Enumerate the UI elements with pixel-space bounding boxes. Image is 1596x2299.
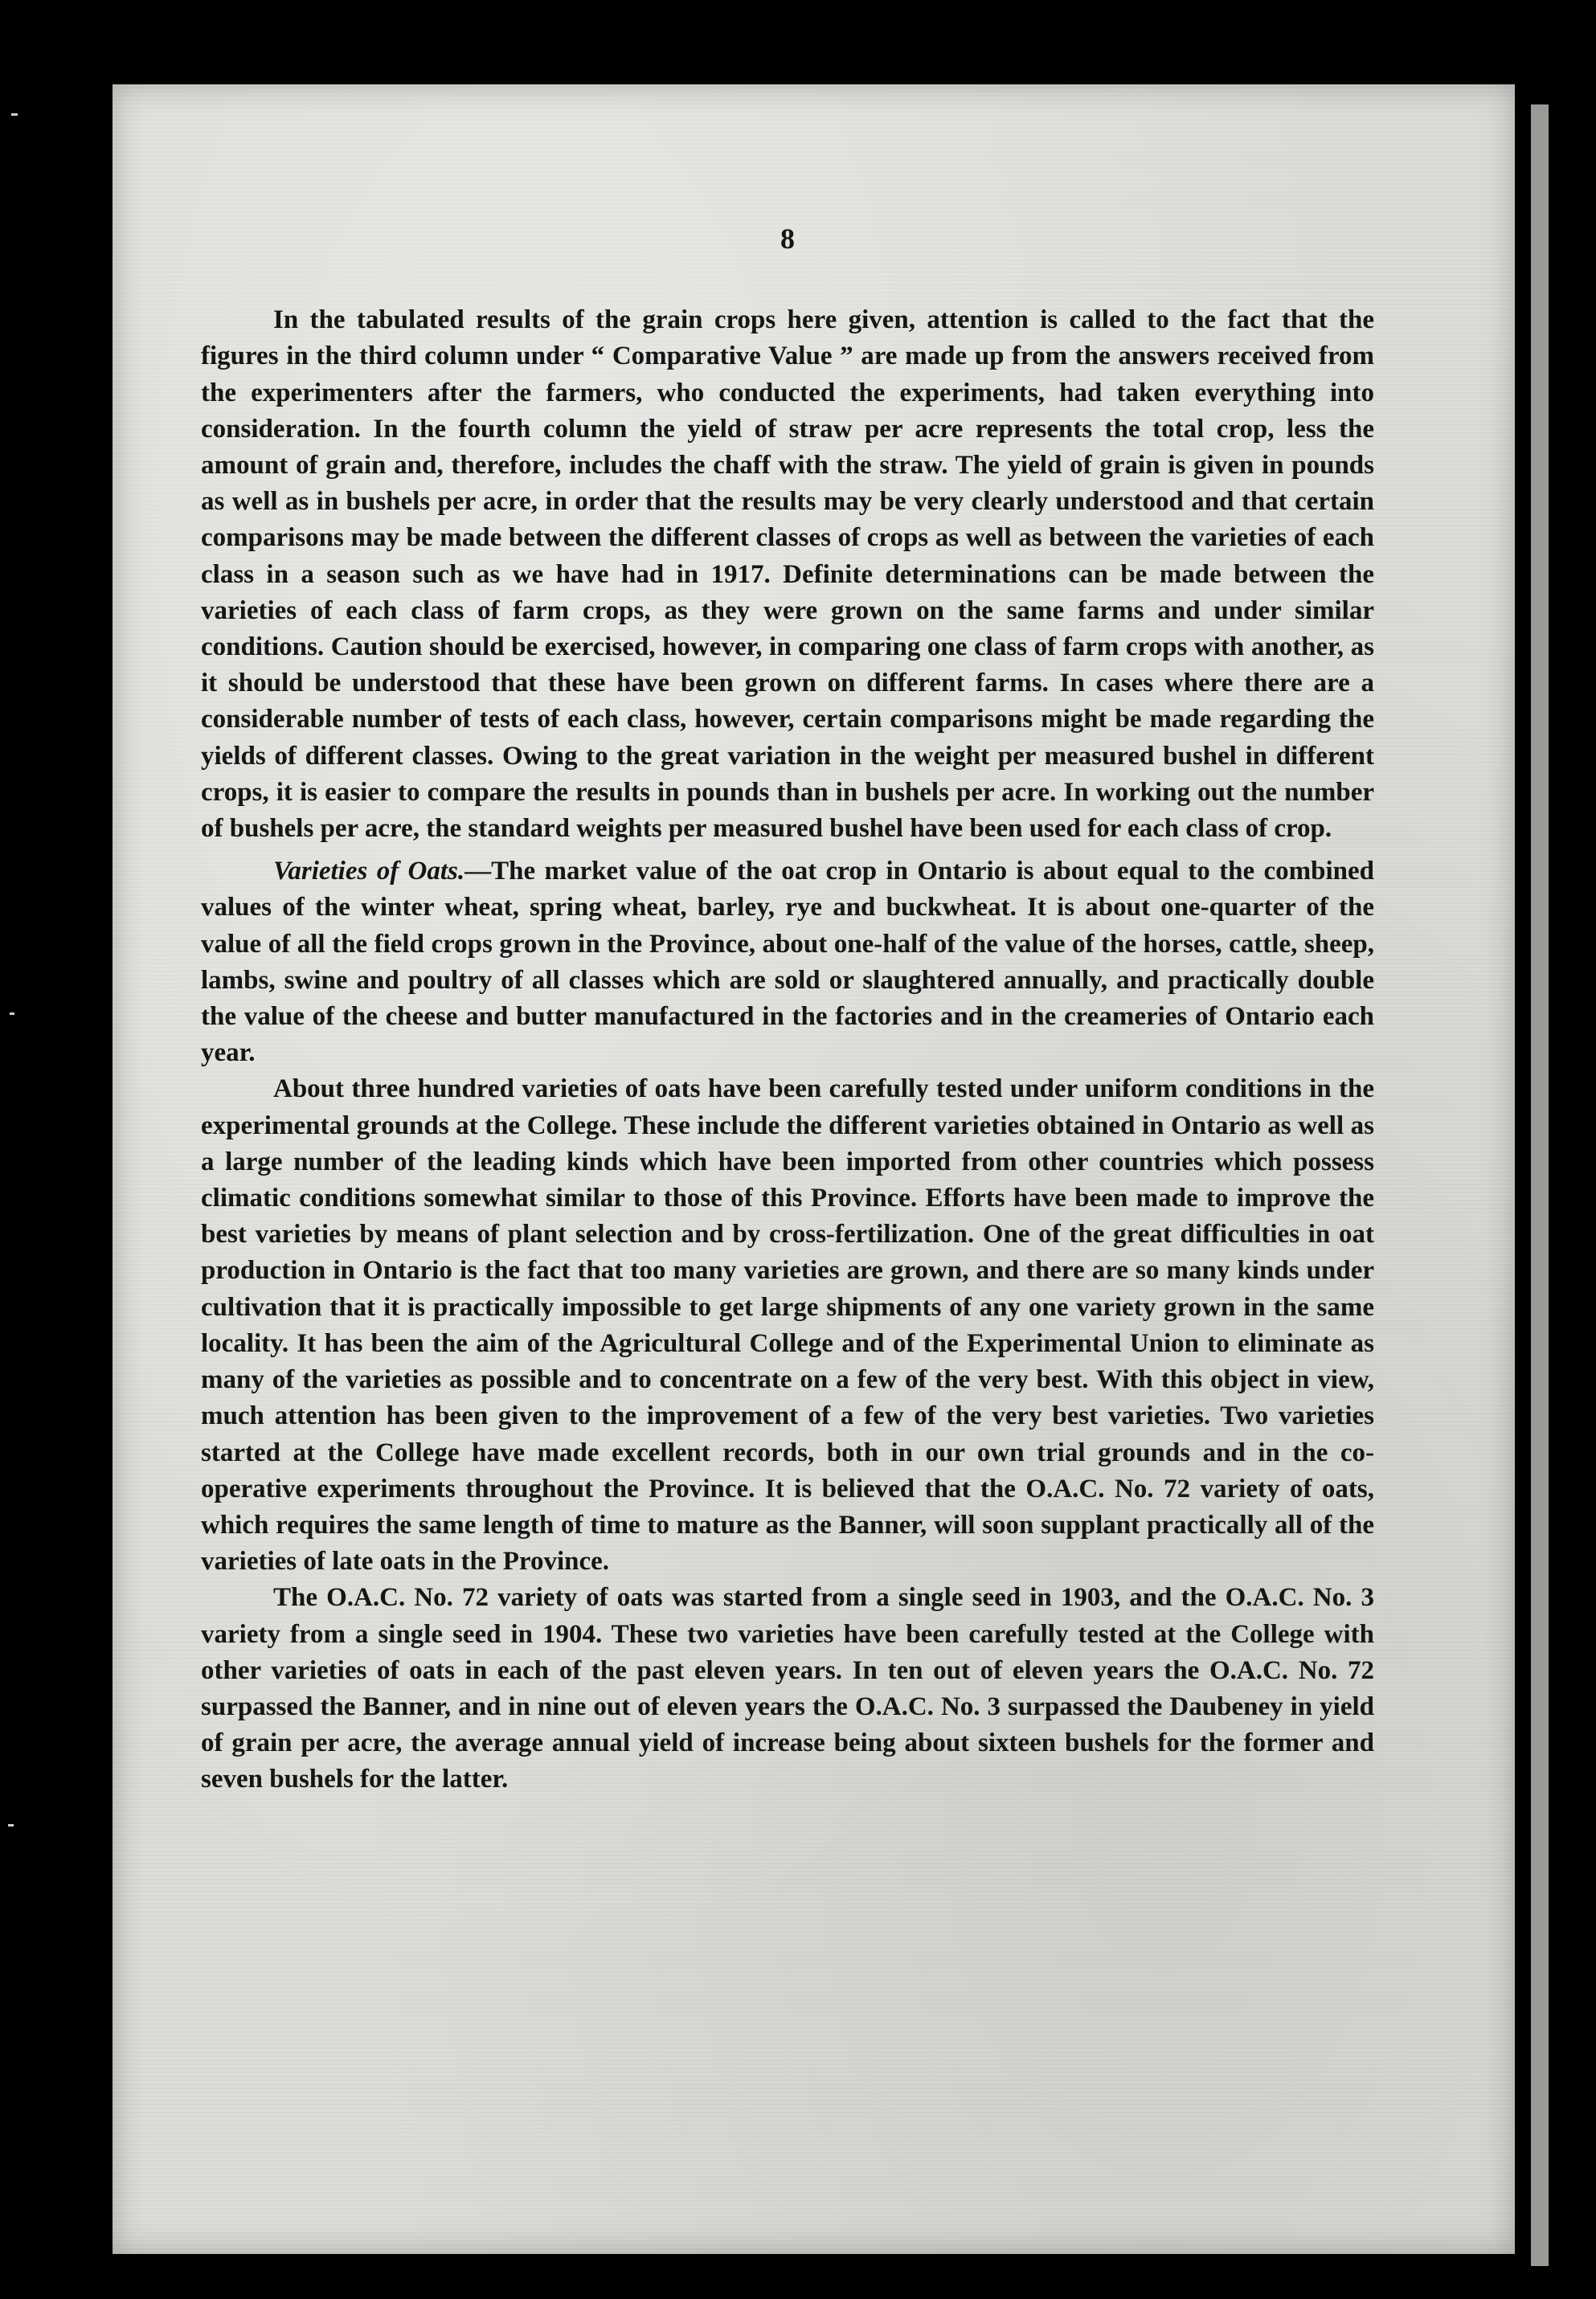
scan-speck: [11, 113, 18, 116]
page-number: 8: [780, 223, 795, 255]
page-text: [201, 221, 1374, 1798]
scan-speck: [8, 1824, 14, 1827]
paragraph-oac-72: The O.A.C. No. 72 variety of oats was started from a single seed in 1903, and the O.A.C. No. 3 variety from a single seed in 1904. These two varieties have been carefully tested at the College with other varieties of oats in each of the past eleven years. In ten out of eleven years the O.A.C. No. 72 surpassed the Banner, and in nine out of eleven years the O.A.C. No. 3 surpassed the Daubeney in yield of grain per acre, the average annual yield of increase being about sixteen bushels for the former and seven bushels for the latter.: [201, 1583, 1374, 1794]
paragraph-three-hundred-varieties: About three hundred varieties of oats have been carefully tested under uniform conditions in the experimental grounds at the College. These include the different varieties obtained in Ontario as well as a large number of the leading kinds which have been imported from other countries which possess climatic conditions somewhat similar to those of this Province. Efforts have been made to improve the best varieties by means of plant selection and by cross-fertilization. One of the great difficulties in oat production in Ontario is the fact that too many varieties are grown, and there are so many kinds under cultivation that it is practically impossible to get large shipments of any one variety grown in the same locality. It has been the aim of the Agricultural College and of the Experimental Union to eliminate as many of the varieties as possible and to concentrate on a few of the very best. With this object in view, much attention has been given to the improvement of a few of the very best varieties. Two varieties started at the College have made excellent records, both in our own trial grounds and in the co-operative experiments throughout the Province. It is believed that the O.A.C. No. 72 variety of oats, which requires the same length of time to mature as the Banner, will soon supplant practically all of the varieties of late oats in the Province.: [201, 1074, 1374, 1577]
section-text: —The market value of the oat crop in Ontario is about equal to the combined values of the winter wheat, spring wheat, barley, rye and buckwheat. It is about one-quarter of the value of all the field crops grown in the Province, about one-half of the value of the horses, cattle, sheep, lambs, swine and poultry of all classes which are sold or slaughtered annually, and practically double the value of the cheese and butter manufactured in the factories and in the creameries of Ontario each year.: [201, 857, 1375, 1068]
scan-speck: [10, 1012, 14, 1015]
adjacent-page-edge: [1531, 104, 1549, 2266]
paragraph-varieties-of-oats: [201, 853, 1374, 1071]
paragraph-tabulated-results: In the tabulated results of the grain crops here given, attention is called to the fact that the figures in the third column under “ Comparative Value ” are made up from the answers received from the experimenters after the farmers, who conducted the experiments, had taken everything into consideration. In the fourth column the yield of straw per acre represents the total crop, less the amount of grain and, therefore, includes the chaff with the straw. The yield of grain is given in pounds as well as in bushels per acre, in order that the results may be very clearly understood and that certain comparisons may be made between the different classes of crops as well as between the varieties of each class in a season such as we have had in 1917. Definite determinations can be made between the varieties of each class of farm crops, as they were grown on the same farms and under similar conditions. Caution should be exercised, however, in comparing one class of farm crops with another, as it should be understood that these have been grown on different farms. In cases where there are a considerable number of tests of each class, however, certain comparisons might be made regarding the yields of different classes. Owing to the great variation in the weight per measured bushel in different crops, it is easier to compare the results in pounds than in bushels per acre. In working out the number of bushels per acre, the standard weights per measured bushel have been used for each class of crop.: [201, 305, 1374, 844]
section-heading: Varieties of Oats.: [273, 857, 465, 886]
